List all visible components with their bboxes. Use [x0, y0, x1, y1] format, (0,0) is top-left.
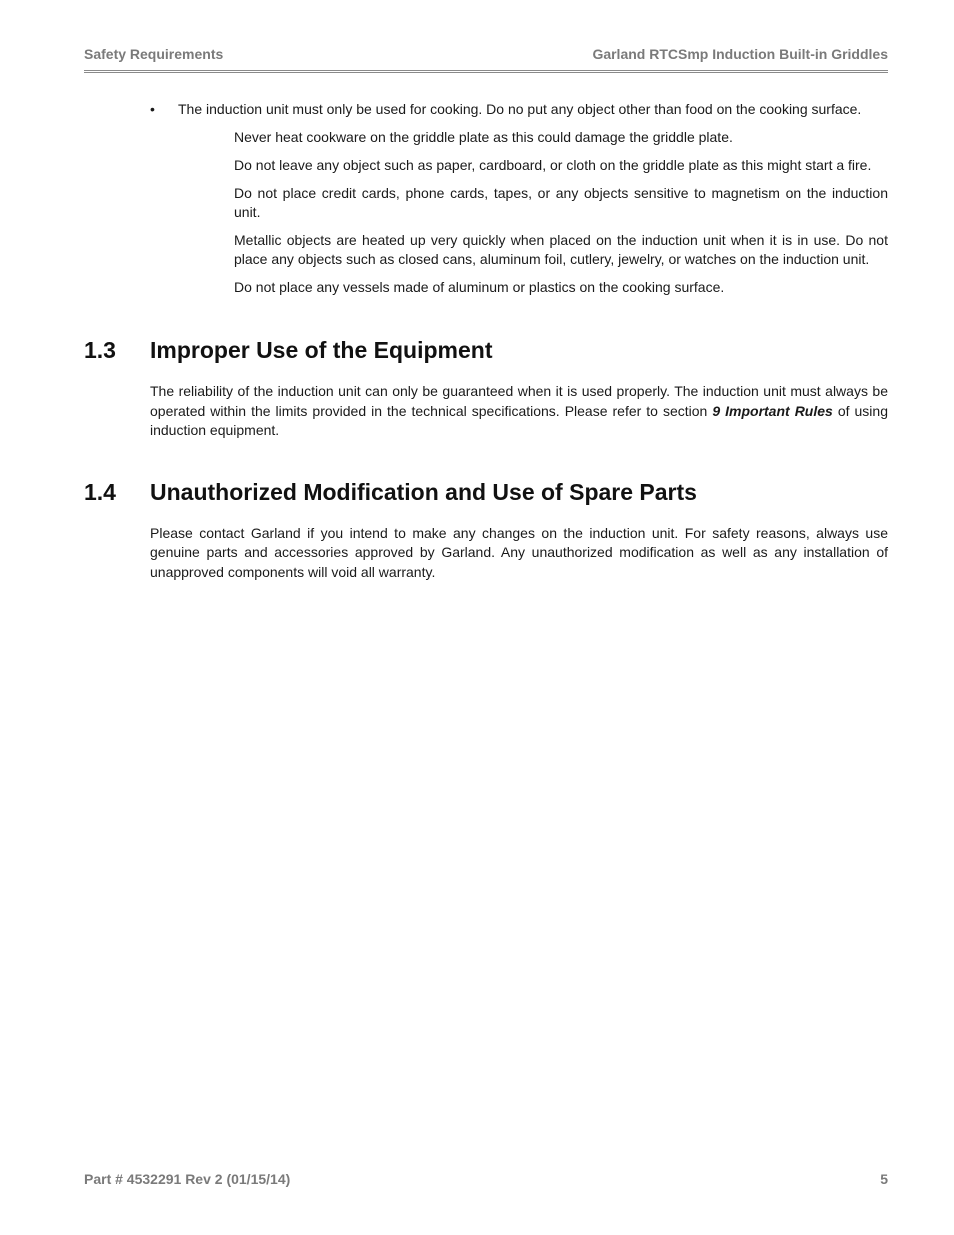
section-1-4 [84, 477, 888, 583]
bullet-icon: • [150, 101, 155, 117]
sub-paragraph: Metallic objects are heated up very quickly when placed on the induction unit when it is in use. Do not place any objects such as closed cans, aluminum foil, cutlery, jewelry, or watches on the induction unit. [234, 232, 888, 267]
section-title: Improper Use of the Equipment [150, 337, 493, 363]
sub-paragraph: Do not place any vessels made of aluminum or plastics on the cooking surface. [234, 279, 725, 295]
section-number: 1.4 [84, 478, 116, 505]
header-document-title: Garland RTCSmp Induction Built-in Griddles [592, 46, 888, 62]
header-section-title: Safety Requirements [84, 46, 224, 62]
paragraph-text: of using induction equipment. [150, 402, 888, 438]
section-number: 1.3 [84, 337, 116, 363]
sub-paragraph: Never heat cookware on the griddle plate as this could damage the griddle plate. [234, 129, 733, 145]
bullet-text: The induction unit must only be used for cooking. Do no put any object other than food on the cooking surface. [178, 101, 862, 117]
section-title: Unauthorized Modification and Use of Spare Parts [150, 478, 697, 505]
section-heading [84, 335, 888, 365]
sub-paragraph: Do not leave any object such as paper, cardboard, or cloth on the griddle plate as this might start a fire. [234, 157, 872, 173]
section-reference-link: 9 Important Rules [712, 402, 833, 419]
section-heading [84, 477, 888, 507]
page-footer [84, 1171, 888, 1191]
sub-paragraph: Do not place credit cards, phone cards, tapes, or any objects sensitive to magnetism on the induction unit. [234, 185, 888, 220]
page-header [84, 46, 888, 73]
bullet-item [150, 100, 888, 119]
page-content [84, 100, 888, 582]
section-paragraph [150, 382, 888, 441]
part-number: Part # 4532291 Rev 2 (01/15/14) [84, 1171, 291, 1187]
section-paragraph: Please contact Garland if you intend to make any changes on the induction unit. For safety reasons, always use genuine parts and accessories approved by Garland. Any unauthorized modification as well as any installation of unapproved components will void all warranty. [150, 524, 888, 580]
paragraph-text: The reliability of the induction unit can only be guaranteed when it is used properly. The induction unit must always be operated within the limits provided in the technical specifications. Please refer to section [150, 383, 888, 419]
page-number: 5 [880, 1171, 888, 1187]
section-1-3 [84, 335, 888, 441]
